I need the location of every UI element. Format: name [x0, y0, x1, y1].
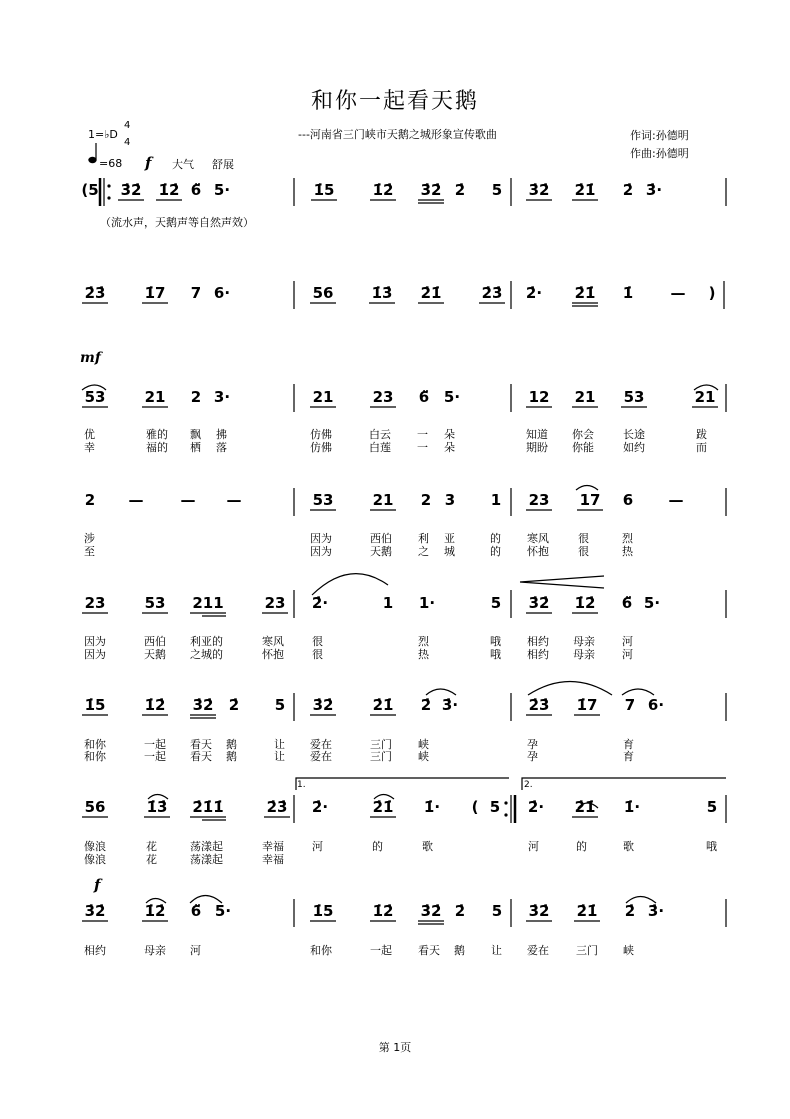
lyric: 幸福: [262, 840, 284, 853]
note: 2̇1̇: [574, 284, 596, 302]
lyric: 朵: [444, 441, 455, 454]
note: 6: [622, 491, 634, 509]
note: 2̇1̇: [574, 798, 596, 816]
note: 2̇: [228, 696, 240, 714]
page-number: 第 1页: [378, 1041, 412, 1054]
note: (5: [81, 181, 99, 199]
lyric: 寒风: [527, 532, 549, 545]
lyric: 热: [622, 545, 633, 558]
note: 1·: [418, 594, 436, 612]
note: 1̇7: [144, 284, 166, 302]
note: 5: [489, 798, 501, 816]
lyric: 怀抱: [527, 545, 549, 558]
lyric: 相约: [527, 635, 549, 648]
note: 12: [528, 388, 550, 406]
note: 2̇·: [527, 798, 545, 816]
note: 5: [491, 902, 503, 920]
note: 56: [312, 284, 334, 302]
note: 2: [420, 491, 432, 509]
note: 2̇: [622, 181, 634, 199]
lyric: 育: [623, 750, 634, 763]
lyric: 福的: [146, 441, 168, 454]
lyric: 知道: [526, 428, 548, 441]
note: 3̇2̇: [192, 696, 214, 714]
lyric: 幸: [84, 441, 95, 454]
lyric: 鹅: [454, 944, 465, 957]
note: 6̈: [418, 388, 430, 406]
lyric: 亚: [444, 532, 455, 545]
lyric: 热: [418, 648, 429, 661]
lyric: 三门: [370, 750, 392, 763]
lyric: 如约: [623, 441, 645, 454]
lyric: 很: [578, 545, 589, 558]
note: 2̇·: [311, 798, 329, 816]
lyric: 利亚的: [190, 635, 223, 648]
lyric: 白云: [369, 428, 391, 441]
lyric: 之: [418, 545, 429, 558]
lyric: 很: [578, 532, 589, 545]
lyric: 飘: [190, 428, 201, 441]
note: —: [180, 491, 196, 509]
lyric: 雅的: [146, 428, 168, 441]
note: 2̇1̇: [574, 181, 596, 199]
note: 3̇·: [647, 902, 665, 920]
note: 3̇2̇: [420, 181, 442, 199]
lyric: 峡: [418, 738, 429, 751]
note: 17: [579, 491, 601, 509]
note: 3̇·: [645, 181, 663, 199]
lyric: 因为: [84, 648, 106, 661]
intro-annotation: （流水声，天鹅声等自然声效）: [100, 216, 254, 229]
lyric: 很: [312, 635, 323, 648]
lyric: 之城的: [190, 648, 223, 661]
note: 2̇3̇: [84, 284, 106, 302]
lyric: 让: [274, 750, 285, 763]
note: 53: [84, 388, 106, 406]
lyric: 落: [216, 441, 227, 454]
lyric: 孕: [527, 750, 538, 763]
note: 2̇: [454, 181, 466, 199]
note: 2̇: [624, 902, 636, 920]
lyric: 烈: [622, 532, 633, 545]
lyric: 的: [490, 532, 501, 545]
note: 53: [623, 388, 645, 406]
lyric: 相约: [84, 944, 106, 957]
note: 2̇·: [311, 594, 329, 612]
lyric: 让: [491, 944, 502, 957]
note: 2̇·: [525, 284, 543, 302]
lyric: 一起: [144, 738, 166, 751]
dynamic-forte: f: [145, 154, 152, 172]
lyric: 看天: [190, 738, 212, 751]
note: 1̇2̇: [372, 181, 394, 199]
lyric: 母亲: [573, 635, 595, 648]
key-signature: 1=♭D: [88, 128, 118, 141]
lyric: 像浪: [84, 853, 106, 866]
lyric: 爱在: [310, 738, 332, 751]
lyric: 孕: [527, 738, 538, 751]
note: 2̇3̇: [528, 696, 550, 714]
lyric: 河: [190, 944, 201, 957]
note: 1̇5: [312, 902, 334, 920]
note: 3̇2̇: [528, 902, 550, 920]
lyric: 峡: [623, 944, 634, 957]
note: 6̈: [190, 902, 202, 920]
lyric: 你能: [572, 441, 594, 454]
lyric: 的: [372, 840, 383, 853]
lyric: 相约: [527, 648, 549, 661]
note: 2̇3̇: [481, 284, 503, 302]
lyric: 拂: [216, 428, 227, 441]
lyric: 和你: [84, 750, 106, 763]
note: 21: [694, 388, 716, 406]
note: 3̇2̇: [120, 181, 142, 199]
lyric: 白莲: [369, 441, 391, 454]
lyric: 优: [84, 428, 95, 441]
lyric: 河: [622, 648, 633, 661]
lyric: 河: [312, 840, 323, 853]
note: 5: [706, 798, 718, 816]
lyric: 哦: [490, 635, 501, 648]
note: 3̇2̇: [84, 902, 106, 920]
lyric: 歌: [623, 840, 634, 853]
lyric: 峡: [418, 750, 429, 763]
lyric: 涉: [84, 532, 95, 545]
lyric: 幸福: [262, 853, 284, 866]
note: 1̇: [622, 284, 634, 302]
lyric: 河: [622, 635, 633, 648]
note: 2̇1̇: [372, 798, 394, 816]
note: 1̇7: [576, 696, 598, 714]
note: —: [226, 491, 242, 509]
lyric: 三门: [370, 738, 392, 751]
lyric: 让: [274, 738, 285, 751]
note: 5: [274, 696, 286, 714]
note: 3̇2̇: [420, 902, 442, 920]
lyric: 荡漾起: [190, 853, 223, 866]
note: 21: [312, 388, 334, 406]
lyricist-credit: 作词:孙德明: [630, 129, 689, 142]
note: 23: [528, 491, 550, 509]
note: 1̇·: [423, 798, 441, 816]
lyric: 看天: [418, 944, 440, 957]
note: 1̇5: [84, 696, 106, 714]
lyric: 长途: [623, 428, 645, 441]
lyric: 歌: [422, 840, 433, 853]
lyric: 一起: [370, 944, 392, 957]
lyric: 母亲: [144, 944, 166, 957]
lyric: 因为: [84, 635, 106, 648]
note: 5: [490, 594, 502, 612]
note: 1: [490, 491, 502, 509]
time-signature-top: 4: [124, 120, 131, 131]
composer-credit: 作曲:孙德明: [630, 147, 689, 160]
note: 53: [144, 594, 166, 612]
lyric: 花: [146, 840, 157, 853]
note: 3̇·: [441, 696, 459, 714]
note: 1: [382, 594, 394, 612]
note: 7: [190, 284, 202, 302]
note: (: [471, 798, 479, 816]
note: 21: [574, 388, 596, 406]
lyric: 和你: [310, 944, 332, 957]
note: 5·: [643, 594, 661, 612]
note: 6·: [647, 696, 665, 714]
note: 2̇1̇: [576, 902, 598, 920]
note: 1̇3̇: [371, 284, 393, 302]
lyric: 一: [417, 441, 428, 454]
note: 1̇3̇: [146, 798, 168, 816]
lyric: 利: [418, 532, 429, 545]
lyric: 荡漾起: [190, 840, 223, 853]
note: 1̇2̇: [372, 902, 394, 920]
note: 2̇1̇: [420, 284, 442, 302]
dynamic-forte-2: f: [94, 876, 101, 894]
note: 3: [444, 491, 456, 509]
lyric: 西伯: [370, 532, 392, 545]
note: 56: [84, 798, 106, 816]
lyric: 栖: [190, 441, 201, 454]
expression-mark-2: 舒展: [212, 158, 234, 171]
lyric: 朵: [444, 428, 455, 441]
note: 1̇2̇: [144, 902, 166, 920]
note: 3·: [213, 388, 231, 406]
lyric: 跋: [696, 428, 707, 441]
lyric: 育: [623, 738, 634, 751]
lyric: 鹅: [226, 750, 237, 763]
lyric: 河: [528, 840, 539, 853]
lyric: 仿佛: [310, 428, 332, 441]
lyric: 像浪: [84, 840, 106, 853]
expression-mark-1: 大气: [172, 158, 194, 171]
note: 21: [372, 491, 394, 509]
note: 6̈: [621, 594, 633, 612]
note: 6·: [213, 284, 231, 302]
lyric: 仿佛: [310, 441, 332, 454]
lyric: 因为: [310, 545, 332, 558]
note: 53: [312, 491, 334, 509]
note: 2̇: [420, 696, 432, 714]
lyric: 爱在: [527, 944, 549, 957]
page-title: 和你一起看天鹅: [310, 89, 479, 114]
volta-1-label: 1.: [297, 780, 306, 790]
page-subtitle: ---河南省三门峡市天鹅之城形象宣传歌曲: [298, 128, 497, 141]
lyric: 花: [146, 853, 157, 866]
note: 2: [190, 388, 202, 406]
note: 6̈: [190, 181, 202, 199]
lyric: 看天: [190, 750, 212, 763]
lyric: 哦: [490, 648, 501, 661]
note: 2̇3̇: [266, 798, 288, 816]
note: 21: [144, 388, 166, 406]
note: 1̇2̇: [144, 696, 166, 714]
note: 5·: [443, 388, 461, 406]
note: 1̇2̇: [158, 181, 180, 199]
lyric: 而: [696, 441, 707, 454]
note: 2̇1̇1̇: [192, 798, 224, 816]
lyric: 天鹅: [370, 545, 392, 558]
note: 5·: [214, 902, 232, 920]
note: 23: [84, 594, 106, 612]
lyric: 爱在: [310, 750, 332, 763]
time-signature-bottom: 4: [124, 137, 131, 148]
lyric: 和你: [84, 738, 106, 751]
lyric: 母亲: [573, 648, 595, 661]
note: —: [670, 284, 686, 302]
note: —: [668, 491, 684, 509]
note: 1̇2̇: [574, 594, 596, 612]
lyric: 你会: [572, 428, 594, 441]
lyric: 城: [444, 545, 455, 558]
tempo-mark: =68: [99, 157, 123, 170]
note: 23: [372, 388, 394, 406]
lyric: 鹅: [226, 738, 237, 751]
note: 211: [192, 594, 224, 612]
lyric: 一: [417, 428, 428, 441]
lyric: 西伯: [144, 635, 166, 648]
lyric: 一起: [144, 750, 166, 763]
note: 2̇: [454, 902, 466, 920]
note: 5: [491, 181, 503, 199]
note: 1̇5: [313, 181, 335, 199]
lyric: 很: [312, 648, 323, 661]
note: ): [708, 284, 716, 302]
lyric: 期盼: [526, 441, 548, 454]
lyric: 天鹅: [144, 648, 166, 661]
note: 3̇2̇: [312, 696, 334, 714]
note: 1̇·: [623, 798, 641, 816]
note: 2: [84, 491, 96, 509]
lyric: 怀抱: [262, 648, 284, 661]
note: 5·: [213, 181, 231, 199]
note: 3̇2̇: [528, 181, 550, 199]
lyric: 的: [490, 545, 501, 558]
lyric: 寒风: [262, 635, 284, 648]
lyric: 三门: [576, 944, 598, 957]
note: 2̇1̇: [372, 696, 394, 714]
lyric: 哦: [706, 840, 717, 853]
note: —: [128, 491, 144, 509]
lyric: 因为: [310, 532, 332, 545]
lyric: 烈: [418, 635, 429, 648]
lyric: 至: [84, 545, 95, 558]
note: 7: [624, 696, 636, 714]
volta-2-label: 2.: [524, 780, 533, 790]
dynamic-mezzo-forte: mf: [80, 350, 101, 366]
note: 23: [264, 594, 286, 612]
lyric: 的: [576, 840, 587, 853]
note: 3̇2̇: [528, 594, 550, 612]
